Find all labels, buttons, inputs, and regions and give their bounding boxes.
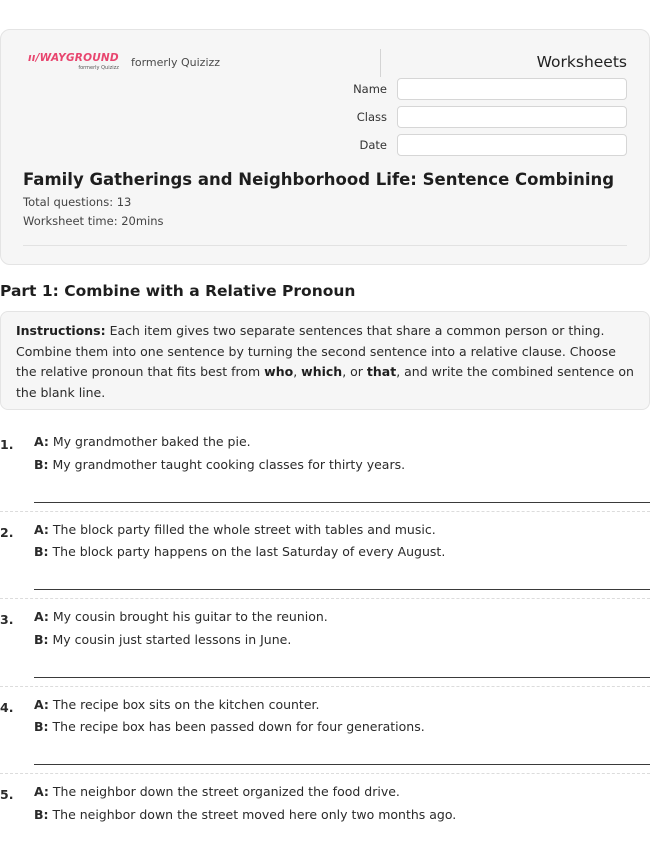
question-number: 2. <box>0 525 14 540</box>
class-label: Class <box>356 110 387 124</box>
total-questions: Total questions: 13 <box>23 195 132 209</box>
header-divider <box>380 49 381 77</box>
question-separator <box>0 686 650 687</box>
question-number: 4. <box>0 700 14 715</box>
name-field[interactable] <box>397 78 627 100</box>
sentence-a: A: The recipe box sits on the kitchen counter. <box>34 697 320 712</box>
worksheet-title: Family Gatherings and Neighborhood Life: Sentence Combining <box>23 170 615 189</box>
question-separator <box>0 598 650 599</box>
logo-wordmark: ıı/WAYGROUND <box>28 52 119 64</box>
sentence-a: A: My grandmother baked the pie. <box>34 434 251 449</box>
worksheet-time: Worksheet time: 20mins <box>23 214 164 228</box>
answer-line[interactable] <box>34 764 650 765</box>
part-title: Part 1: Combine with a Relative Pronoun <box>0 282 356 300</box>
date-field[interactable] <box>397 134 627 156</box>
header-rule <box>23 245 627 246</box>
question-number: 5. <box>0 787 14 802</box>
question-number: 1. <box>0 437 14 452</box>
answer-line[interactable] <box>34 589 650 590</box>
question-number: 3. <box>0 612 14 627</box>
sentence-b: B: The neighbor down the street moved here only two months ago. <box>34 807 457 822</box>
answer-line[interactable] <box>34 677 650 678</box>
sentence-b: B: The block party happens on the last Saturday of every August. <box>34 544 446 559</box>
sentence-b: B: My grandmother taught cooking classes for thirty years. <box>34 457 406 472</box>
instructions-text: Each item gives two separate sentences that share a common person or thing. Combine them into one sentence by turning the second sentence into a relative clause. Choose the relative pronoun that fits best from <box>16 323 616 379</box>
name-label: Name <box>353 82 387 96</box>
pronoun-who: who <box>264 364 294 379</box>
instructions-box: Instructions: Each item gives two separate sentences that share a common person or thing. Combine them into one sentence by turning the second sentence into a relative clause. Choose the relative pronoun that fits best from who, which, or that, and write the combined sentence on the blank line. <box>0 311 650 410</box>
instructions-text-end: , and write the combined sentence on the blank line. <box>16 364 634 400</box>
instructions-label: Instructions: <box>16 323 106 338</box>
sentence-a: A: The neighbor down the street organized the food drive. <box>34 784 400 799</box>
sentence-b: B: My cousin just started lessons in June. <box>34 632 292 647</box>
sentence-b: B: The recipe box has been passed down for four generations. <box>34 719 425 734</box>
answer-line[interactable] <box>34 502 650 503</box>
question-separator <box>0 511 650 512</box>
pronoun-that: that <box>366 364 397 379</box>
logo-mark-icon: ıı/ <box>28 52 40 64</box>
sentence-a: A: The block party filled the whole street with tables and music. <box>34 522 436 537</box>
pronoun-which: which <box>301 364 343 379</box>
formerly-quizizz-text: formerly Quizizz <box>131 56 221 69</box>
worksheets-label: Worksheets <box>536 53 627 71</box>
class-field[interactable] <box>397 106 627 128</box>
sentence-a: A: My cousin brought his guitar to the reunion. <box>34 609 328 624</box>
logo-subtitle: formerly Quizizz <box>78 65 119 71</box>
wayground-logo <box>28 52 119 72</box>
question-separator <box>0 773 650 774</box>
date-label: Date <box>359 138 387 152</box>
